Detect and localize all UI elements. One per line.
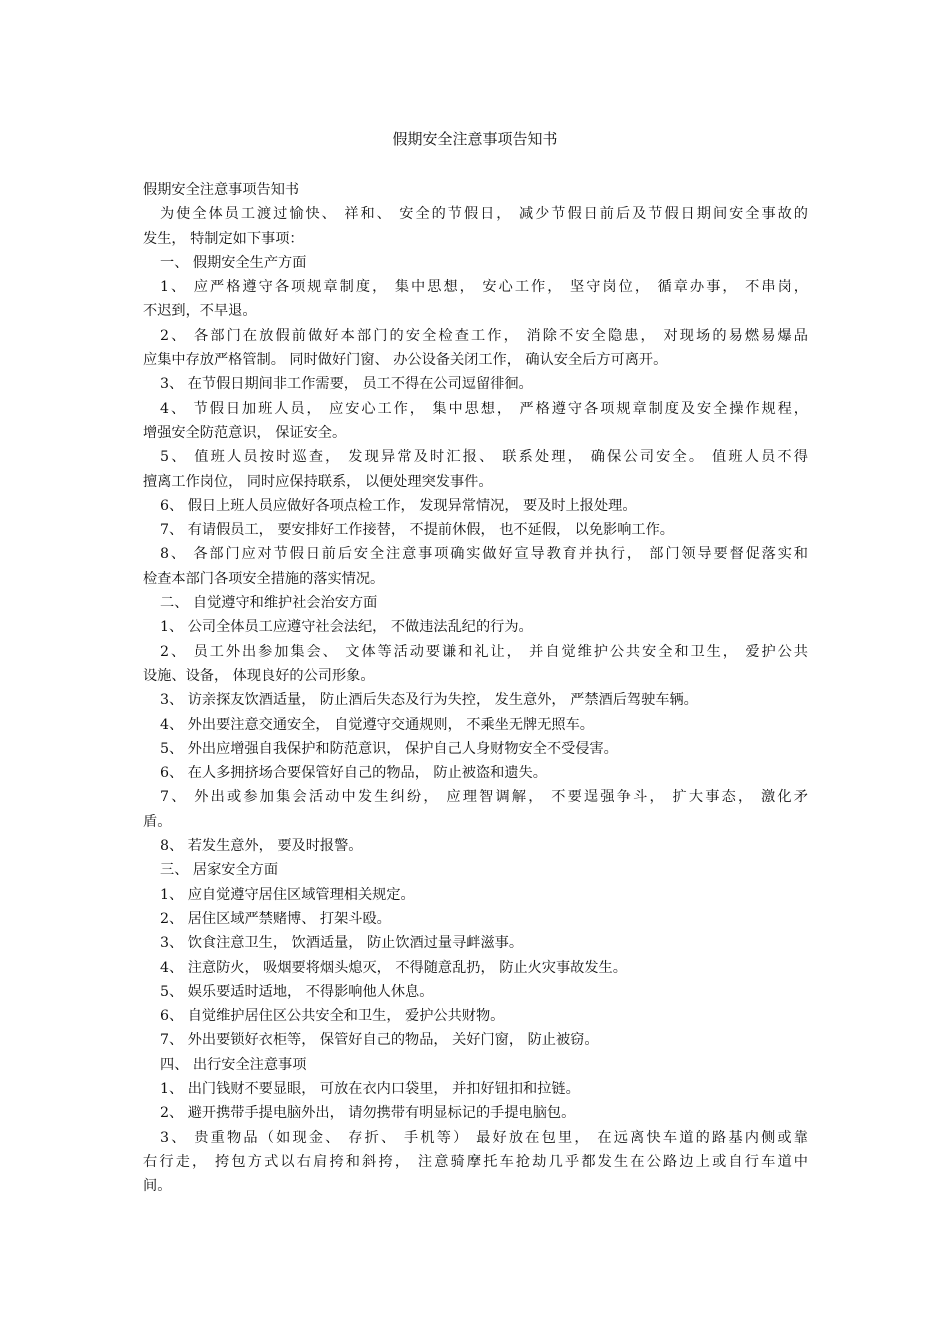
text-line: 4、 注意防火， 吸烟要将烟头熄灭， 不得随意乱扔， 防止火灾事故发生。	[160, 959, 627, 976]
text-line: 二、 自觉遵守和维护社会治安方面	[160, 595, 378, 612]
text-line: 7、 有请假员工， 要安排好工作接替， 不提前休假， 也不延假， 以免影响工作。	[160, 522, 674, 539]
text-line: 2、 各部门在放假前做好本部门的安全检查工作， 消除不安全隐患， 对现场的易燃易爆品	[160, 327, 808, 344]
text-line: 3、 在节假日期间非工作需要， 员工不得在公司逗留徘徊。	[160, 376, 533, 393]
text-line: 一、 假期安全生产方面	[160, 254, 307, 271]
text-line: 设施、设备， 体现良好的公司形象。	[143, 667, 375, 684]
text-line: 8、 若发生意外， 要及时报警。	[160, 838, 363, 855]
text-line: 7、 外出要锁好衣柜等， 保管好自己的物品， 关好门窗， 防止被窃。	[160, 1032, 599, 1049]
text-line: 三、 居家安全方面	[160, 862, 279, 879]
text-line: 4、 外出要注意交通安全， 自觉遵守交通规则， 不乘坐无牌无照车。	[160, 716, 594, 733]
text-line: 间。	[143, 1178, 172, 1195]
text-line: 5、 值班人员按时巡查， 发现异常及时汇报、 联系处理， 确保公司安全。 值班人员不得	[160, 449, 808, 466]
text-line: 2、 避开携带手提电脑外出， 请勿携带有明显标记的手提电脑包。	[160, 1105, 576, 1122]
text-line: 检查本部门各项安全措施的落实情况。	[143, 570, 385, 587]
text-line: 2、 居住区域严禁赌博、 打架斗殴。	[160, 910, 391, 927]
text-line: 7、 外出或参加集会活动中发生纠纷， 应理智调解， 不要逞强争斗， 扩大事态， 激化矛	[160, 789, 808, 806]
text-line: 4、 节假日加班人员， 应安心工作， 集中思想， 严格遵守各项规章制度及安全操作规程，	[160, 400, 808, 417]
text-line: 3、 贵重物品（如现金、 存折、 手机等） 最好放在包里， 在远离快车道的路基内侧或靠	[160, 1129, 808, 1146]
document-title: 假期安全注意事项告知书	[392, 130, 558, 148]
text-line: 6、 自觉维护居住区公共安全和卫生， 爱护公共财物。	[160, 1008, 505, 1025]
text-line: 四、 出行安全注意事项	[160, 1056, 307, 1073]
text-line: 2、 员工外出参加集会、 文体等活动要谦和礼让， 并自觉维护公共安全和卫生， 爱护公共	[160, 643, 808, 660]
text-line: 3、 饮食注意卫生， 饮酒适量， 防止饮酒过量寻衅滋事。	[160, 935, 524, 952]
text-line: 应集中存放严格管制。 同时做好门窗、 办公设备关闭工作， 确认安全后方可离开。	[143, 352, 668, 369]
text-line: 右行走， 挎包方式以右肩挎和斜挎， 注意骑摩托车抢劫几乎都发生在公路边上或自行车道中	[143, 1153, 808, 1170]
text-line: 擅离工作岗位， 同时应保持联系， 以便处理突发事件。	[143, 473, 493, 490]
text-line: 5、 娱乐要适时适地， 不得影响他人休息。	[160, 983, 434, 1000]
text-line: 1、 应严格遵守各项规章制度， 集中思想， 安心工作， 坚守岗位， 循章办事， 不串岗，	[160, 279, 808, 296]
text-line: 6、 在人多拥挤场合要保管好自己的物品， 防止被盗和遗失。	[160, 765, 547, 782]
text-line: 6、 假日上班人员应做好各项点检工作， 发现异常情况， 要及时上报处理。	[160, 497, 637, 514]
text-line: 5、 外出应增强自我保护和防范意识， 保护自己人身财物安全不受侵害。	[160, 740, 618, 757]
text-line: 盾。	[143, 813, 172, 830]
text-line: 增强安全防范意识， 保证安全。	[143, 424, 347, 441]
text-line: 8、 各部门应对节假日前后安全注意事项确实做好宣导教育并执行， 部门领导要督促落实和	[160, 546, 808, 563]
document-body	[143, 178, 808, 1198]
text-line: 1、 公司全体员工应遵守社会法纪， 不做违法乱纪的行为。	[160, 619, 533, 636]
text-line: 1、 应自觉遵守居住区域管理相关规定。	[160, 886, 415, 903]
text-line: 假期安全注意事项告知书	[143, 182, 300, 198]
text-line: 1、 出门钱财不要显眼， 可放在衣内口袋里， 并扣好钮扣和拉链。	[160, 1080, 580, 1097]
text-line: 为使全体员工渡过愉快、 祥和、 安全的节假日， 减少节假日前后及节假日期间安全事故的	[160, 206, 808, 223]
text-line: 发生， 特制定如下事项：	[143, 230, 304, 247]
text-line: 3、 访亲探友饮酒适量， 防止酒后失态及行为失控， 发生意外， 严禁酒后驾驶车辆。	[160, 692, 698, 709]
text-line: 不迟到，不早退。	[143, 303, 257, 320]
